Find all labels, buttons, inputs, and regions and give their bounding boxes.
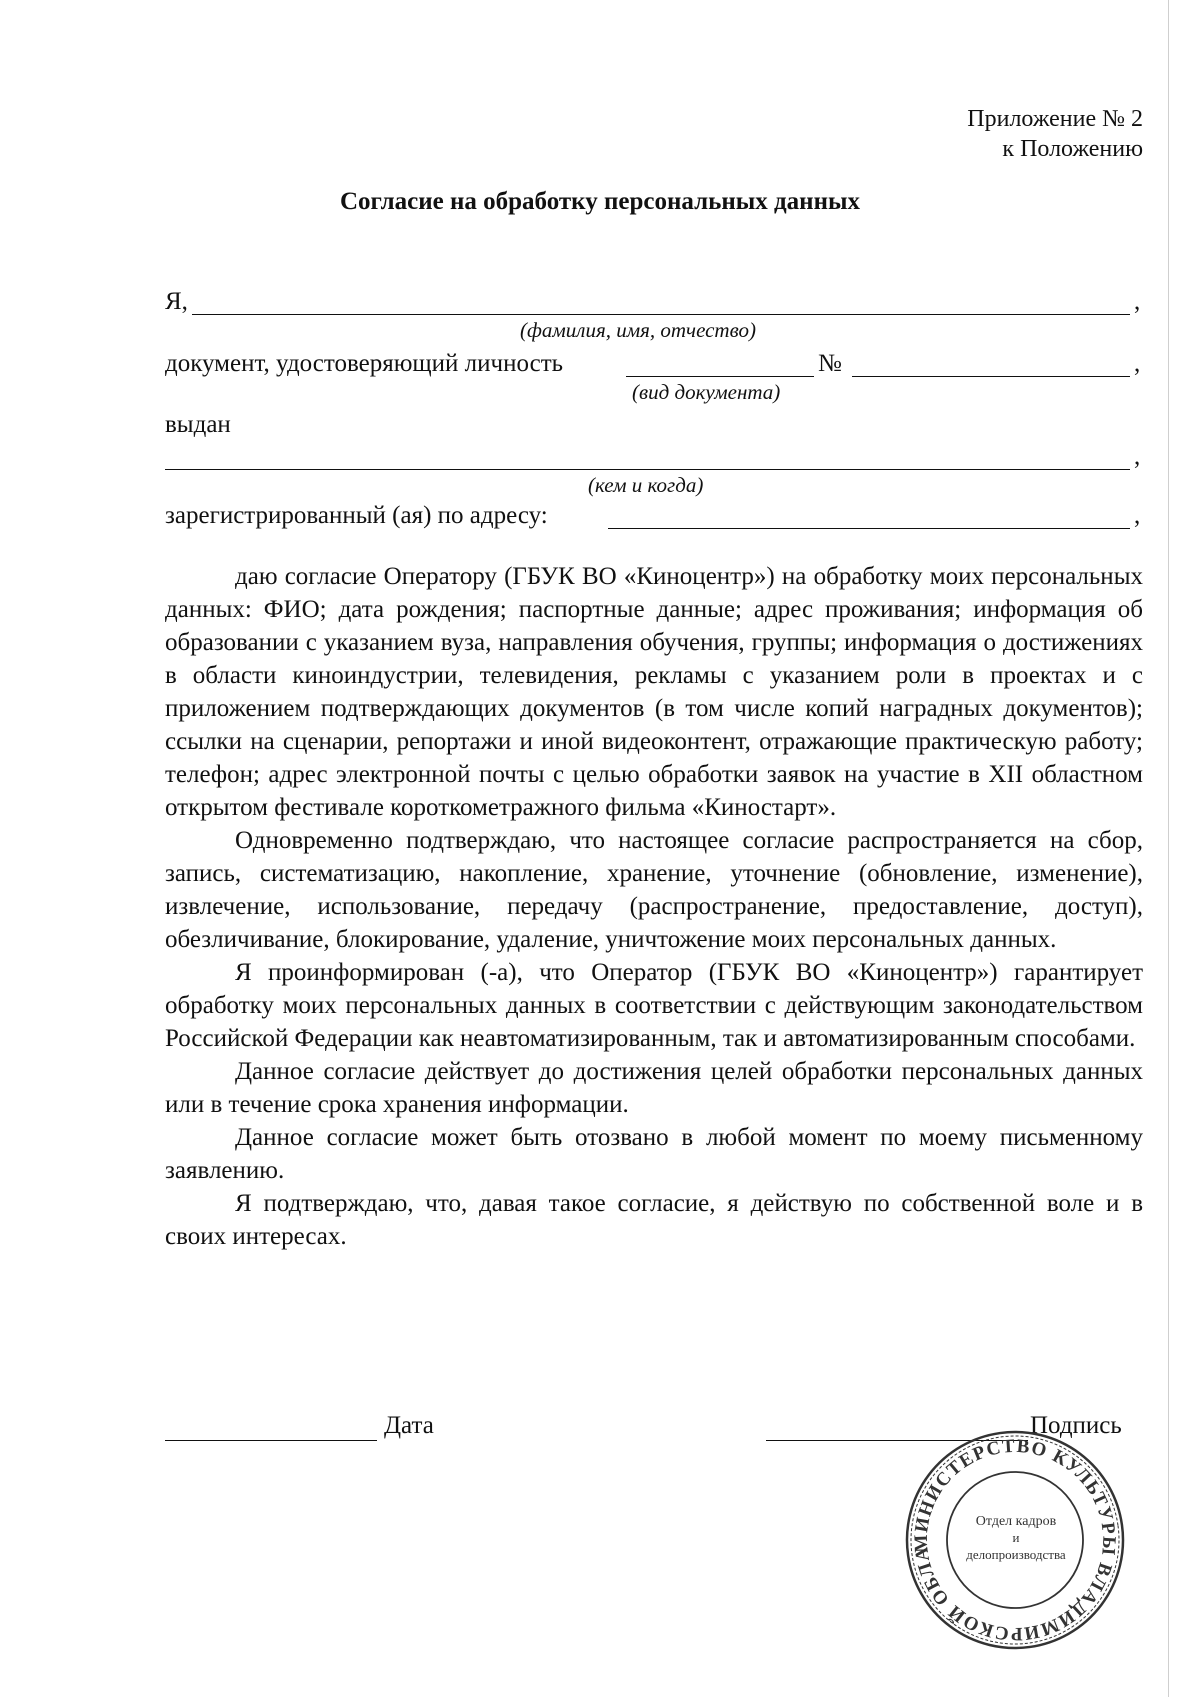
consent-paragraph-1: даю согласие Оператору (ГБУК ВО «Киноцентр») на обработку моих персональных данных: ФИО; дата рождения; паспортные данные; адрес проживания; информация об образовании с указанием вуза, направления обучения, группы; информация о достижениях в области киноиндустрии, телевидения, рекламы с указанием роли в проектах и с приложением подтверждающих документов (в том числе копий наградных документов); ссылки на сценарии, репортажи и иной видеоконтент, отражающие практическую работу; телефон; адрес электронной почты с целью обработки заявок на участие в XII областном открытом фестивале короткометражного фильма «Киностарт». — [165, 563, 1143, 821]
stamp-center-line-1: Отдел кадров — [975, 1514, 1057, 1529]
address-label: зарегистрированный (ая) по адресу: — [165, 502, 548, 529]
date-field[interactable] — [165, 1440, 377, 1441]
stamp-center-line-3: делопроизводства — [966, 1547, 1066, 1562]
consent-paragraph-5: Данное согласие может быть отозвано в любой момент по моему письменному заявлению. — [165, 1124, 1143, 1184]
doc-type-hint: (вид документа) — [632, 380, 781, 404]
page-edge-line — [1168, 0, 1169, 1697]
i-label: Я, — [165, 288, 188, 315]
consent-paragraph-2: Одновременно подтверждаю, что настоящее согласие распространяется на сбор, запись, систематизацию, накопление, хранение, уточнение (обновление, изменение), извлечение, использование, передачу (распространение, предоставление, доступ), обезличивание, блокирование, удаление, уничтожение моих персональных данных. — [165, 827, 1143, 953]
address-field[interactable] — [608, 528, 1130, 529]
stamp-center-line-2: и — [1012, 1530, 1020, 1545]
issued-hint: (кем и когда) — [588, 473, 704, 497]
issued-field[interactable] — [165, 469, 1130, 470]
document-title: Согласие на обработку персональных данных — [339, 188, 860, 215]
date-label: Дата — [384, 1412, 434, 1439]
consent-paragraph-6: Я подтверждаю, что, давая такое согласие, я действую по собственной воле и в своих интересах. — [165, 1190, 1143, 1250]
stamp-ring-text: МИНИСТЕРСТВО КУЛЬТУРЫ ВЛАДИМИРСКОЙ ОБЛАСТИ — [910, 1435, 1120, 1645]
address-comma: , — [1134, 502, 1141, 529]
doc-label: документ, удостоверяющий личность — [165, 350, 564, 377]
doc-type-field[interactable] — [626, 376, 814, 377]
appendix-line-1: Приложение № 2 — [967, 106, 1143, 132]
number-label: № — [818, 350, 842, 377]
issued-comma: , — [1134, 443, 1141, 470]
organization-stamp — [900, 1425, 1130, 1655]
fio-comma: , — [1134, 288, 1141, 315]
doc-comma: , — [1134, 350, 1141, 377]
fio-field[interactable] — [192, 314, 1130, 315]
consent-paragraph-4: Данное согласие действует до достижения целей обработки персональных данных или в течение срока хранения информации. — [165, 1058, 1143, 1118]
signature-label: Подпись — [1030, 1412, 1122, 1439]
appendix-line-2: к Положению — [1002, 136, 1143, 162]
consent-paragraph-3: Я проинформирован (-а), что Оператор (ГБУК ВО «Киноцентр») гарантирует обработку моих персональных данных в соответствии с действующим законодательством Российской Федерации как неавтоматизированным, так и автоматизированным способами. — [165, 959, 1143, 1052]
fio-hint: (фамилия, имя, отчество) — [520, 318, 756, 342]
consent-body — [165, 560, 1143, 1253]
doc-number-field[interactable] — [852, 376, 1130, 377]
issued-label: выдан — [165, 411, 231, 438]
appendix-note — [967, 104, 1143, 164]
